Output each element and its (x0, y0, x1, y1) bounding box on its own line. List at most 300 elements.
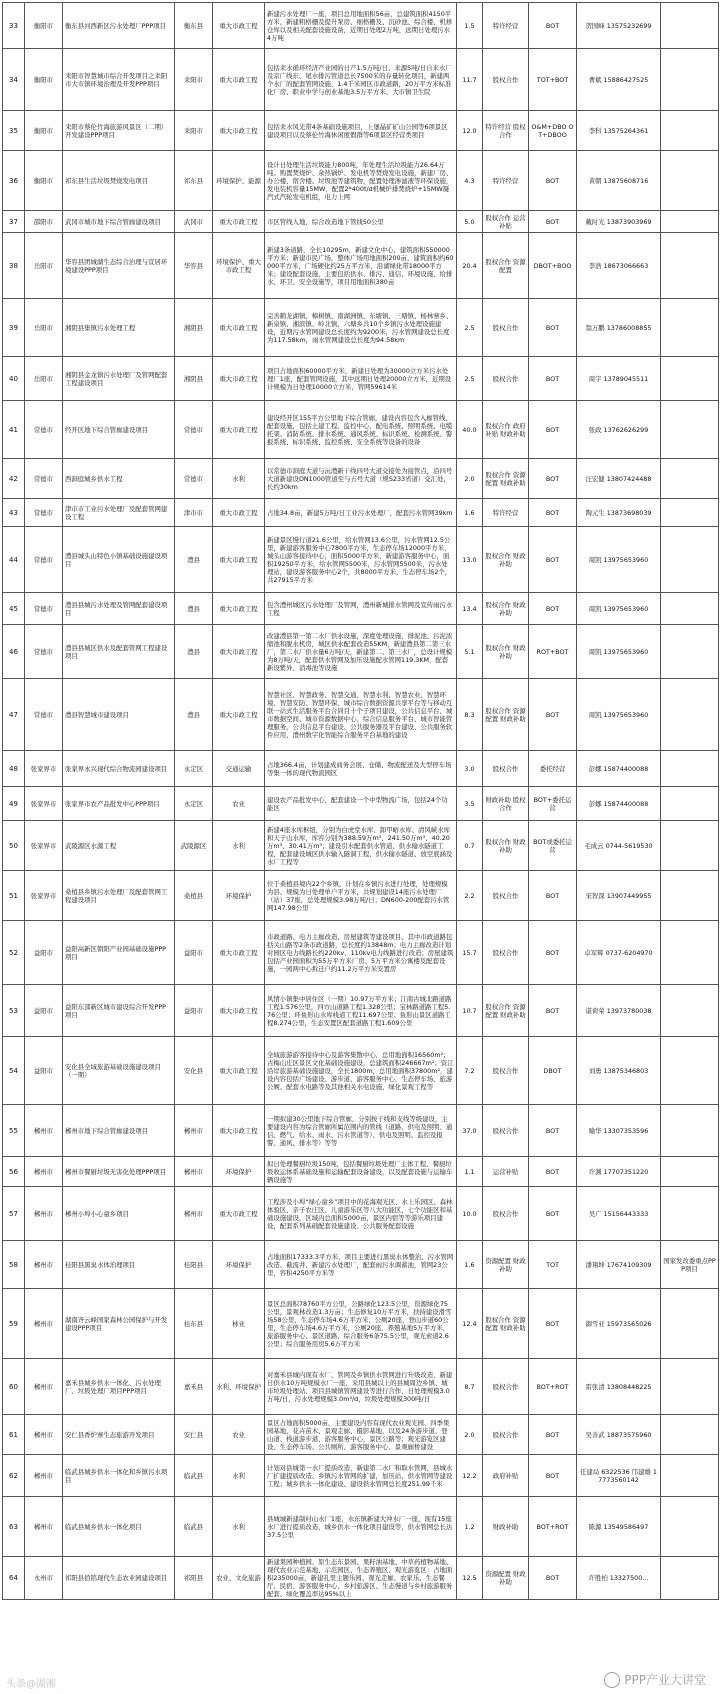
contact-cell: 曹斌 15886427525 (577, 49, 661, 111)
area-cell: 临武县 (175, 1455, 213, 1497)
cooperation-mode-cell: 特许经营 股权合作 (483, 111, 529, 151)
area-cell: 衡东县 (175, 3, 213, 49)
cooperation-mode-cell: 股权合作 资源配置 财政补助 (483, 1289, 529, 1359)
project-name-cell: 祁东县生活垃圾焚烧发电项目 (63, 151, 175, 211)
remark-cell (661, 821, 719, 871)
investment-cell: 3.5 (457, 787, 483, 821)
contact-cell: 汪宏健 13807424488 (577, 459, 661, 499)
industry-cell: 水利、环境保护 (213, 1359, 265, 1415)
remark-cell (661, 921, 719, 985)
row-number: 53 (3, 985, 25, 1037)
industry-cell: 环境保护、重大市政工程 (213, 233, 265, 299)
remark-cell (661, 233, 719, 299)
description-cell: 包含澧州城区污水处理厂及管网，澧州新城排水管网及宣传雨污水工程 (265, 593, 457, 625)
industry-cell: 林业 (213, 1289, 265, 1359)
remark-cell (661, 1497, 719, 1557)
industry-cell: 重大市政工程 (213, 299, 265, 357)
city-cell: 张家界市 (25, 821, 63, 871)
project-name-cell: 澧县县城区供水及配套管网工程建设项目 (63, 625, 175, 679)
area-cell: 常德市 (175, 459, 213, 499)
table-row (3, 1455, 719, 1497)
row-number: 59 (3, 1289, 25, 1359)
table-row (3, 1415, 719, 1455)
table-row (3, 1289, 719, 1359)
description-cell: 占地34.8亩，新建5万吨/日工业污水处理厂，配套污水管网39km (265, 499, 457, 527)
city-cell: 常德市 (25, 459, 63, 499)
cooperation-mode-cell: 政府补贴 (483, 1455, 529, 1497)
operation-mode-cell: BOT或委托运营 (529, 821, 577, 871)
investment-cell: 10.0 (457, 1187, 483, 1241)
row-number: 56 (3, 1157, 25, 1187)
area-cell: 桂东县 (175, 1289, 213, 1359)
city-cell: 常德市 (25, 593, 63, 625)
investment-cell: 2.5 (457, 299, 483, 357)
industry-cell: 重大市政工程 (213, 499, 265, 527)
city-cell: 岳阳市 (25, 233, 63, 299)
row-number: 38 (3, 233, 25, 299)
remark-cell (661, 1187, 719, 1241)
city-cell: 衡阳市 (25, 151, 63, 211)
table-row (3, 921, 719, 985)
cooperation-mode-cell: 股权合作 资源配置 财政补助 (483, 459, 529, 499)
city-cell: 益阳市 (25, 985, 63, 1037)
contact-cell: 李浩 18673066663 (577, 233, 661, 299)
investment-cell: 13.0 (457, 527, 483, 593)
contact-cell: 陶元生 13873698039 (577, 499, 661, 527)
remark-cell (661, 111, 719, 151)
row-number: 33 (3, 3, 25, 49)
row-number: 47 (3, 679, 25, 751)
remark-cell (661, 1359, 719, 1415)
contact-cell: 陈源 13549586497 (577, 1497, 661, 1557)
contact-cell: 戴时光 13873903969 (577, 211, 661, 233)
industry-cell: 重大市政工程 (213, 211, 265, 233)
description-cell: 完善鹤龙湖镇、樟树镇、南湖洲镇、东塘镇、三塘镇、杨林寨乡、新泉镇、湘滨镇、岭北镇、六塘乡共10个乡镇污水处理设施建设，近期污水管网建设总长度约为9200米，污水管网建设总长度为117.58km，雨水管网建设总长度为94.58km (265, 299, 457, 357)
operation-mode-cell: BOT (529, 401, 577, 459)
description-cell: 改建澧县第一第二水厂供水设施，深度处理设施、排泥池、污泥浓缩池和脱水机房，城区供水配套改造55KM，新建澧县第二第三水厂，第二水厂供水量6万吨/天，新建第二、第三水厂，总设计规模为8万吨/天，配套供水管网及加压设施配水管网119.3KM，配套新设紫外、消毒池等设施 (265, 625, 457, 679)
contact-cell: 李科 13575264361 (577, 111, 661, 151)
area-cell: 耒阳市 (175, 111, 213, 151)
city-cell: 郴州市 (25, 1289, 63, 1359)
investment-cell: 0.7 (457, 821, 483, 871)
contact-cell: 许渊 17707351220 (577, 1157, 661, 1187)
city-cell: 郴州市 (25, 1359, 63, 1415)
area-cell: 耒阳市 (175, 49, 213, 111)
industry-cell: 重大市政工程 (213, 593, 265, 625)
remark-cell (661, 1455, 719, 1497)
description-cell: 位于桑植县境内22个乡镇，计划在乡镇污水进行处理，处理规模为县、规模为日处理单户平方米，共规划建设14座污水处理厂（站）37座，总处理规模3.98万吨/日；DN600-200配套污水管网147.98公里 (265, 871, 457, 921)
investment-cell: 1.6 (457, 1241, 483, 1289)
investment-cell: 3.0 (457, 751, 483, 787)
investment-cell: 2.0 (457, 1415, 483, 1455)
row-number: 64 (3, 1557, 25, 1600)
table-row (3, 787, 719, 821)
investment-cell: 1.6 (457, 499, 483, 527)
city-cell: 常德市 (25, 527, 63, 593)
cooperation-mode-cell: 股权合作 (483, 921, 529, 985)
industry-cell: 环境保护 (213, 871, 265, 921)
cooperation-mode-cell: 股权合作 财政补助 (483, 593, 529, 625)
area-cell: 湘阴县 (175, 357, 213, 401)
row-number: 37 (3, 211, 25, 233)
operation-mode-cell: BOT (529, 459, 577, 499)
row-number: 45 (3, 593, 25, 625)
area-cell: 临武县 (175, 1497, 213, 1557)
project-name-cell: 郴州市餐厨垃圾无害化处理PPP项目 (63, 1157, 175, 1187)
operation-mode-cell: O&M+DBO OT+DBOO (529, 111, 577, 151)
cooperation-mode-cell: 特许经营 (483, 3, 529, 49)
city-cell: 衡阳市 (25, 49, 63, 111)
description-cell: 建设经开区155平方公里地下综合管廊，建设内容包含入廊管线、配套设施，包括土建工程、监控中心、配电系统、照明系统、电缆托架、消防系统、排水系统、通风系统、标识系统、检测系统、警报系统、标识系统、监控系统、安全系统等设备的设备 (265, 401, 457, 459)
description-cell: 设计日处理生活垃圾能力800吨，年处理生活垃圾能力26.64万吨。购置焚烧炉、余热锅炉、发电机等焚烧发电设施，新建厂房、办公楼、宿舍楼、垃圾池等建筑物，配置处理渗滤液等环保设施，发电装机容量15MW，配置2*400t/d机械炉排焚烧炉+15MW凝汽式汽轮发电机组，电力上网 (265, 151, 457, 211)
row-number: 42 (3, 459, 25, 499)
city-cell: 郴州市 (25, 1187, 63, 1241)
operation-mode-cell: ROT+BOT (529, 625, 577, 679)
industry-cell: 重大市政工程 (213, 3, 265, 49)
project-name-cell: 西洞庭城乡供水工程 (63, 459, 175, 499)
operation-mode-cell: TOT+BOT (529, 49, 577, 111)
watermark-right-text: PPP产业大讲堂 (624, 1673, 706, 1687)
table-body (3, 3, 719, 1600)
investment-cell: 37.0 (457, 1105, 483, 1157)
description-cell: 占地366.4亩，计划建成商务会展、仓储、物流配送及大型停车场等集一体的现代物流园区 (265, 751, 457, 787)
operation-mode-cell: DBOT (529, 1037, 577, 1105)
description-cell: 计划对县城第一水厂提质改造，新建第二水厂和取水管网，县城水厂扩建提质改造、乡镇污水管网的扩建，加压站、供水管网等建设工程；城乡供水一体化建设、建设供水管网总长度251.99千米 (265, 1455, 457, 1497)
table-row (3, 1105, 719, 1157)
investment-cell: 20.4 (457, 233, 483, 299)
city-cell: 岳阳市 (25, 299, 63, 357)
operation-mode-cell: BOT (529, 1415, 577, 1455)
contact-cell: 彭娜 15874400088 (577, 787, 661, 821)
operation-mode-cell: BOT+委托运营 (529, 787, 577, 821)
area-cell: 永定区 (175, 787, 213, 821)
contact-cell: 喻华 13307353596 (577, 1105, 661, 1157)
operation-mode-cell: BOT (529, 1455, 577, 1497)
contact-cell: 潘翔坤 17674109309 (577, 1241, 661, 1289)
contact-cell: 雷张清 13808448225 (577, 1359, 661, 1415)
industry-cell: 重大市政工程 (213, 921, 265, 985)
project-name-cell: 湘阴县集镇污水处理工程 (63, 299, 175, 357)
area-cell: 武陵源区 (175, 821, 213, 871)
industry-cell: 重大市政工程 (213, 985, 265, 1037)
row-number: 50 (3, 821, 25, 871)
industry-cell: 环境保护 (213, 1241, 265, 1289)
operation-mode-cell: BOT (529, 593, 577, 625)
operation-mode-cell: BOT (529, 1105, 577, 1157)
area-cell: 湘阴县 (175, 299, 213, 357)
contact-cell: 黄朝 13875608716 (577, 151, 661, 211)
description-cell: 包括耒水循环经济产业园的日产1.5万吨/日、来源5吨/日自来水厂及京广线东、尾水排污管道总长7500米的存量转化项目，新建两个水厂的配套管网设施、1.4千米园区市政道路，20万平方米标准化厂房、职业中学与创业基地3.5万平方米、大市镇卫生院 (265, 49, 457, 111)
description-cell: 拟日处理餐厨垃圾150吨，包括餐厨垃圾处理厂主体工程、餐厨垃圾收运体系基础设施和运输配套设备建设，以及配套设施与运输车辆设施等 (265, 1157, 457, 1187)
remark-cell (661, 679, 719, 751)
project-name-cell: 澧县智慧城市建设项目 (63, 679, 175, 751)
table-row (3, 625, 719, 679)
project-name-cell: 益阳东部新区城市建设综合开发PPP项目 (63, 985, 175, 1037)
table-row (3, 111, 719, 151)
description-cell: 对嘉禾县城内现有水厂、管网及乡镇供水管网进行升级改造，新建日供水10万吨规模水厂一座，采用县城以上的县城周边乡镇、城市垃圾处理站、项目县城镇管网建设等进行合作，日处理规模3.0万吨/日，污水处理规模3.0m³/d，垃圾处理规模300吨/日 (265, 1359, 457, 1415)
industry-cell: 重大市政工程 (213, 679, 265, 751)
cooperation-mode-cell: 股权合作 资源配置 财政补助 (483, 679, 529, 751)
city-cell: 常德市 (25, 401, 63, 459)
industry-cell: 重大市政工程 (213, 1187, 265, 1241)
project-name-cell: 桂阳县黑臭水体治理项目 (63, 1241, 175, 1289)
row-number: 44 (3, 527, 25, 593)
table-row (3, 1497, 719, 1557)
area-cell: 澧县 (175, 593, 213, 625)
description-cell: 项目占地面积60000平方米，新建日处理为30000立方米污水处理厂1座，配套管网设施，其中远期日处理20000立方米，近期设计规模为日处理10000立方米，管网59614米 (265, 357, 457, 401)
project-name-cell: 湘阴县金龙镇污水处理厂及管网配套工程建设项目 (63, 357, 175, 401)
area-cell: 安仁县 (175, 1415, 213, 1455)
area-cell: 嘉禾县 (175, 1359, 213, 1415)
table-row (3, 3, 719, 49)
row-number: 34 (3, 49, 25, 111)
investment-cell: 2.2 (457, 871, 483, 921)
cooperation-mode-cell: 财政补助 (483, 1497, 529, 1557)
investment-cell: 7.2 (457, 1037, 483, 1105)
contact-cell: 周凯 13975653960 (577, 593, 661, 625)
project-name-cell: 张家界永兴现代综合物流园建设项目 (63, 751, 175, 787)
contact-cell: 刘勇 13875346803 (577, 1037, 661, 1105)
table-row (3, 527, 719, 593)
cooperation-mode-cell: 股权合作 政府补贴 财政补助 (483, 401, 529, 459)
investment-cell: 12.0 (457, 111, 483, 151)
project-name-cell: 武陵源区水源工程 (63, 821, 175, 871)
area-cell: 永定区 (175, 751, 213, 787)
city-cell: 郴州市 (25, 1157, 63, 1187)
table-row (3, 985, 719, 1037)
contact-cell: 翁万鹏 13786008855 (577, 299, 661, 357)
operation-mode-cell: BOT (529, 1187, 577, 1241)
city-cell: 益阳市 (25, 921, 63, 985)
industry-cell: 水利 (213, 459, 265, 499)
cooperation-mode-cell: 股权合作 财政补助 (483, 527, 529, 593)
row-number: 41 (3, 401, 25, 459)
operation-mode-cell: TOT (529, 1241, 577, 1289)
description-cell: 新建景区慢行道21.6公里，给水管网13.6公里，污水管网12.5公里，新建游客服务中心7800平方米，生态停车场12000平方米，城头山游客接待中心，面积5000平方米，新建游客服务中心，面积19250平方米，给水管网5500米，污水管网5500米，污水处理站，建设游客服务中心2个，共8000平方米，生态停车场2个，共27915平方米 (265, 527, 457, 593)
project-name-cell: 华容县团城湖生态综合治理与宣居环境建设PPP项目 (63, 233, 175, 299)
project-name-cell: 安化县全域旅游基础设施建设项目（一期） (63, 1037, 175, 1105)
contact-cell: 周宇 13789045511 (577, 357, 661, 401)
description-cell: 风情小镇集中居住区（一期）10.97万平方米；江南古城北路道路工程1.576公里，四方山道路工程1.328公里；宝林路道路工程5.76公里；环鱼形山水库栈道工程11.697公里；鱼形山景区道路工程8.274公里，生态安置区配套道路工程1.609公里 (265, 985, 457, 1037)
investment-cell: 2.0 (457, 459, 483, 499)
cooperation-mode-cell: 股权合作 (483, 1359, 529, 1415)
investment-cell: 13.4 (457, 593, 483, 625)
cooperation-mode-cell: 特许经营 (483, 151, 529, 211)
investment-cell: 4.3 (457, 151, 483, 211)
contact-cell: 周凯 13975653960 (577, 625, 661, 679)
description-cell: 以常德市洞庭大道与沅澧新干线四号大道交接处为接管点，沿四号大道新建设DN1000管道至与五号大道（规S233省道）交汇处，长约30km (265, 459, 457, 499)
project-name-cell: 经开区地下综合管廊建设项目 (63, 401, 175, 459)
industry-cell: 交通运输 (213, 751, 265, 787)
table-row (3, 1037, 719, 1105)
industry-cell: 重大市政工程 (213, 527, 265, 593)
cooperation-mode-cell: 股权合作 (483, 1105, 529, 1157)
project-table (2, 2, 719, 1600)
contact-cell: 御雪亚 15973565026 (577, 1289, 661, 1359)
row-number: 55 (3, 1105, 25, 1157)
cooperation-mode-cell: 资源配置 财政补助 (483, 1557, 529, 1600)
contact-cell: 吴广 15156443333 (577, 1187, 661, 1241)
area-cell: 祁东县 (175, 151, 213, 211)
project-name-cell: 祁阳县佰铭现代生态农业园建设项目 (63, 1557, 175, 1600)
area-cell: 益阳市 (175, 985, 213, 1037)
city-cell: 常德市 (25, 625, 63, 679)
area-cell: 常德市 (175, 401, 213, 459)
description-cell: 景区占地面积5000亩，主要建设内容有现代农业观光园、四季果园基地、花卉苗木、景观走廊、摄影基地，以及24条游步道、登山道、栈道游步道、游客服务中心，景区公路等；观光游览区建设、生态停车场、公共厕所、游客服务中心、景观廊桥建设 (265, 1415, 457, 1455)
operation-mode-cell: BOT (529, 1557, 577, 1600)
project-name-cell: 耒阳市智慧城市综合开发项目之耒阳市大市镇环境治理及开发PPP项目 (63, 49, 175, 111)
industry-cell: 重大市政工程 (213, 625, 265, 679)
row-number: 39 (3, 299, 25, 357)
cooperation-mode-cell: 股权合作 (483, 49, 529, 111)
city-cell: 常德市 (25, 499, 63, 527)
city-cell: 郴州市 (25, 1105, 63, 1157)
contact-cell: 周凯 13975653960 (577, 527, 661, 593)
table-row (3, 679, 719, 751)
cooperation-mode-cell: 股权合作 运营补贴 (483, 211, 529, 233)
row-number: 43 (3, 499, 25, 527)
operation-mode-cell: BOT+ROT (529, 1497, 577, 1557)
industry-cell: 水利 (213, 1455, 265, 1497)
industry-cell: 农业、文化旅游 (213, 1557, 265, 1600)
remark-cell: 国家发改委重点PPP项目 (661, 1241, 719, 1289)
remark-cell (661, 1557, 719, 1600)
table-row (3, 299, 719, 357)
description-cell: 全域旅游游客接待中心及游客集散中心，总用地面积16560m²；古梅山庄区景区文化基础设施建设，总建筑面积246667m²；资江沿岸旅游基础设施建设，全长1800m，总用地面积37800m²，建设内容包括广场建设、游步道、游客服务中心、生态停车场、旅游公厕、配套水电路等及其他相关水电设施、绿化景观工程等 (265, 1037, 457, 1105)
operation-mode-cell: BOT (529, 3, 577, 49)
table-row (3, 1157, 719, 1187)
operation-mode-cell: BOT (529, 299, 577, 357)
row-number: 49 (3, 787, 25, 821)
description-cell: 景区总面积78760平方公里，公路绿化123.5公里，资源绿化75公里，景观林改造1.3万亩；生态修复10万平方米，扶持建设滑雪场58公里，生态停车场4.6万平方米，公厕20座，登山步道60公里，生态停车场4.6万平方米，公厕20座，养殖基地5万平方米，旅游服务中心、景区道路、综合服务6条75.5公里，观光索道2.6公里；综合服务用房5.6万平方米 (265, 1289, 457, 1359)
cooperation-mode-cell: 资源配置 财政补助 (483, 1241, 529, 1289)
industry-cell: 重大市政工程 (213, 1105, 265, 1157)
operation-mode-cell: BOT (529, 357, 577, 401)
area-cell: 澧县 (175, 679, 213, 751)
row-number: 35 (3, 111, 25, 151)
area-cell: 武冈市 (175, 211, 213, 233)
investment-cell: 8.3 (457, 679, 483, 751)
city-cell: 郴州市 (25, 1455, 63, 1497)
city-cell: 衡阳市 (25, 3, 63, 49)
investment-cell: 11.7 (457, 49, 483, 111)
remark-cell (661, 527, 719, 593)
area-cell: 郴州市 (175, 1187, 213, 1241)
investment-cell: 12.5 (457, 1557, 483, 1600)
contact-cell: 贺国峰 13575232699 (577, 3, 661, 49)
table-row (3, 593, 719, 625)
operation-mode-cell: BOT (529, 499, 577, 527)
description-cell: 占地面积17333.3平方米，项目主要进行黑臭水体整治、污水管网改造、截流井、新建污水处理厂，配套雨污水调蓄池，管网23公里，容积4250平方米等 (265, 1241, 457, 1289)
project-name-cell: 衡东县河西新区污水处理厂PPP项目 (63, 3, 175, 49)
description-cell: 新建4座水库枢纽，分别为白虎堂水库、卸甲峪水库、清风峡水库和天子山水库，库容分别为388.59万m³、241.50万m³、40.20万m³、30.41万m³；建设引水配套供水管道、供水输水隧道工程，配套建设城区供水输入隧洞工程、供水输水隧道、放空底涵及水厂工程等 (265, 821, 457, 871)
table-row (3, 1187, 719, 1241)
project-name-cell: 嘉禾县城乡供水一体化、污水处理厂、垃圾处理厂项目PPP项目 (63, 1359, 175, 1415)
project-name-cell: 武冈市城市地下综合管廊建设项目 (63, 211, 175, 233)
cooperation-mode-cell: 股权合作 资源配置 财政补助 (483, 985, 529, 1037)
description-cell: 市区管线入地，综合改造地下管线50公里 (265, 211, 457, 233)
city-cell: 衡阳市 (25, 111, 63, 151)
cooperation-mode-cell: 股权合作 资源配置 (483, 233, 529, 299)
area-cell: 祁阳县 (175, 1557, 213, 1600)
row-number: 60 (3, 1359, 25, 1415)
project-name-cell: 张家界市农产品批发中心PPP项目 (63, 787, 175, 821)
city-cell: 郴州市 (25, 1241, 63, 1289)
description-cell: 新建3条道路，全长10295m，新建文化中心，建筑面积550000平方米；新建市民广场，整体广场用地面积200亩，建筑面积约60000平方米，广场硬化约25万平方米，沿湖绿化带18000平方米；建设配套设施，主要包括供水、排污、通信、环境设施、给排水、环卫、安全设施等，项目用地面积380亩 (265, 233, 457, 299)
remark-cell (661, 1105, 719, 1157)
project-name-cell: 津市市工业污水处理厂及配套管网建设工程 (63, 499, 175, 527)
area-cell: 华容县 (175, 233, 213, 299)
investment-cell: 1.1 (457, 1157, 483, 1187)
city-cell: 郴州市 (25, 1497, 63, 1557)
watermark-right (604, 1671, 706, 1688)
remark-cell (661, 1289, 719, 1359)
remark-cell (661, 1037, 719, 1105)
table-row (3, 401, 719, 459)
row-number: 58 (3, 1241, 25, 1289)
row-number: 61 (3, 1415, 25, 1455)
table-row (3, 499, 719, 527)
table-row (3, 151, 719, 211)
investment-cell: 2.5 (457, 357, 483, 401)
operation-mode-cell: BOT (529, 921, 577, 985)
investment-cell: 5.1 (457, 625, 483, 679)
project-name-cell: 澧县县城污水处理及管网配套建设项目 (63, 593, 175, 625)
industry-cell: 重大市政工程 (213, 111, 265, 151)
row-number: 63 (3, 1497, 25, 1557)
description-cell: 建设农产品批发中心，配套建设一个中型物流广场，包括24个功能区 (265, 787, 457, 821)
description-cell: 智慧社区、智慧政务、智慧交通、智慧水利、智慧农业、智慧环境、智慧安防、智慧环保、城市综合数据资源共享平台等与移动互联一站式生活服务平台合同目十个子项目建设，公共信息平台、城市数据空间、城市资源数据中心、综合信息服务平台、城市智能管理服务，公共信息平台建设、公共服务器及平台建设、公共服务软件应用、澧州数字化智能综合服务平台基地的建设 (265, 679, 457, 751)
row-number: 52 (3, 921, 25, 985)
remark-cell (661, 787, 719, 821)
row-number: 62 (3, 1455, 25, 1497)
industry-cell: 重大市政工程 (213, 401, 265, 459)
wechat-icon (604, 1672, 620, 1688)
cooperation-mode-cell: 特许经营 (483, 499, 529, 527)
project-name-cell: 郴州市地下综合管廊建设项目 (63, 1105, 175, 1157)
description-cell: 工程涉及小埠“绿心童乡”项目中的花海观光区、水上乐园区、森林体验区、亲子农庄区、儿童游乐区等八大功能区、七个功能区和基础设施建设，区域内总面积5000亩，景区内宿等等游乐项目建设，配套系列基础配套设施建设、公共服务配套设施 (265, 1187, 457, 1241)
row-number: 46 (3, 625, 25, 679)
table-row (3, 459, 719, 499)
contact-cell: 周凯 13975653960 (577, 679, 661, 751)
cooperation-mode-cell: 运营补贴 (483, 1157, 529, 1187)
industry-cell: 农业 (213, 787, 265, 821)
city-cell: 张家界市 (25, 787, 63, 821)
investment-cell: 12.4 (457, 1289, 483, 1359)
operation-mode-cell: BOT (529, 1157, 577, 1187)
contact-cell: 宋智深 13907449955 (577, 871, 661, 921)
area-cell: 澧县 (175, 625, 213, 679)
investment-cell: 10.7 (457, 985, 483, 1037)
remark-cell (661, 1157, 719, 1187)
investment-cell: 15.7 (457, 921, 483, 985)
contact-cell: 卓军辉 0737-6204970 (577, 921, 661, 985)
cooperation-mode-cell: 股权合作 财政补助 (483, 625, 529, 679)
city-cell: 常德市 (25, 679, 63, 751)
contact-cell: 谌荷荣 13973780038 (577, 985, 661, 1037)
area-cell: 益阳市 (175, 921, 213, 985)
industry-cell: 环境保护、能源 (213, 151, 265, 211)
project-name-cell: 安仁县香炉寨生态旅游开发项目 (63, 1415, 175, 1455)
cooperation-mode-cell: 股权合作 (483, 299, 529, 357)
area-cell: 桂阳县 (175, 1241, 213, 1289)
contact-cell: 彭娜 15874400088 (577, 751, 661, 787)
remark-cell (661, 593, 719, 625)
city-cell: 张家界市 (25, 871, 63, 921)
cooperation-mode-cell: 财政补助 股权合作 (483, 787, 529, 821)
contact-cell: 任建局 6322536 邝建雄 17773560142 (577, 1455, 661, 1497)
project-name-cell: 郴州小埠小心童乡项目 (63, 1187, 175, 1241)
